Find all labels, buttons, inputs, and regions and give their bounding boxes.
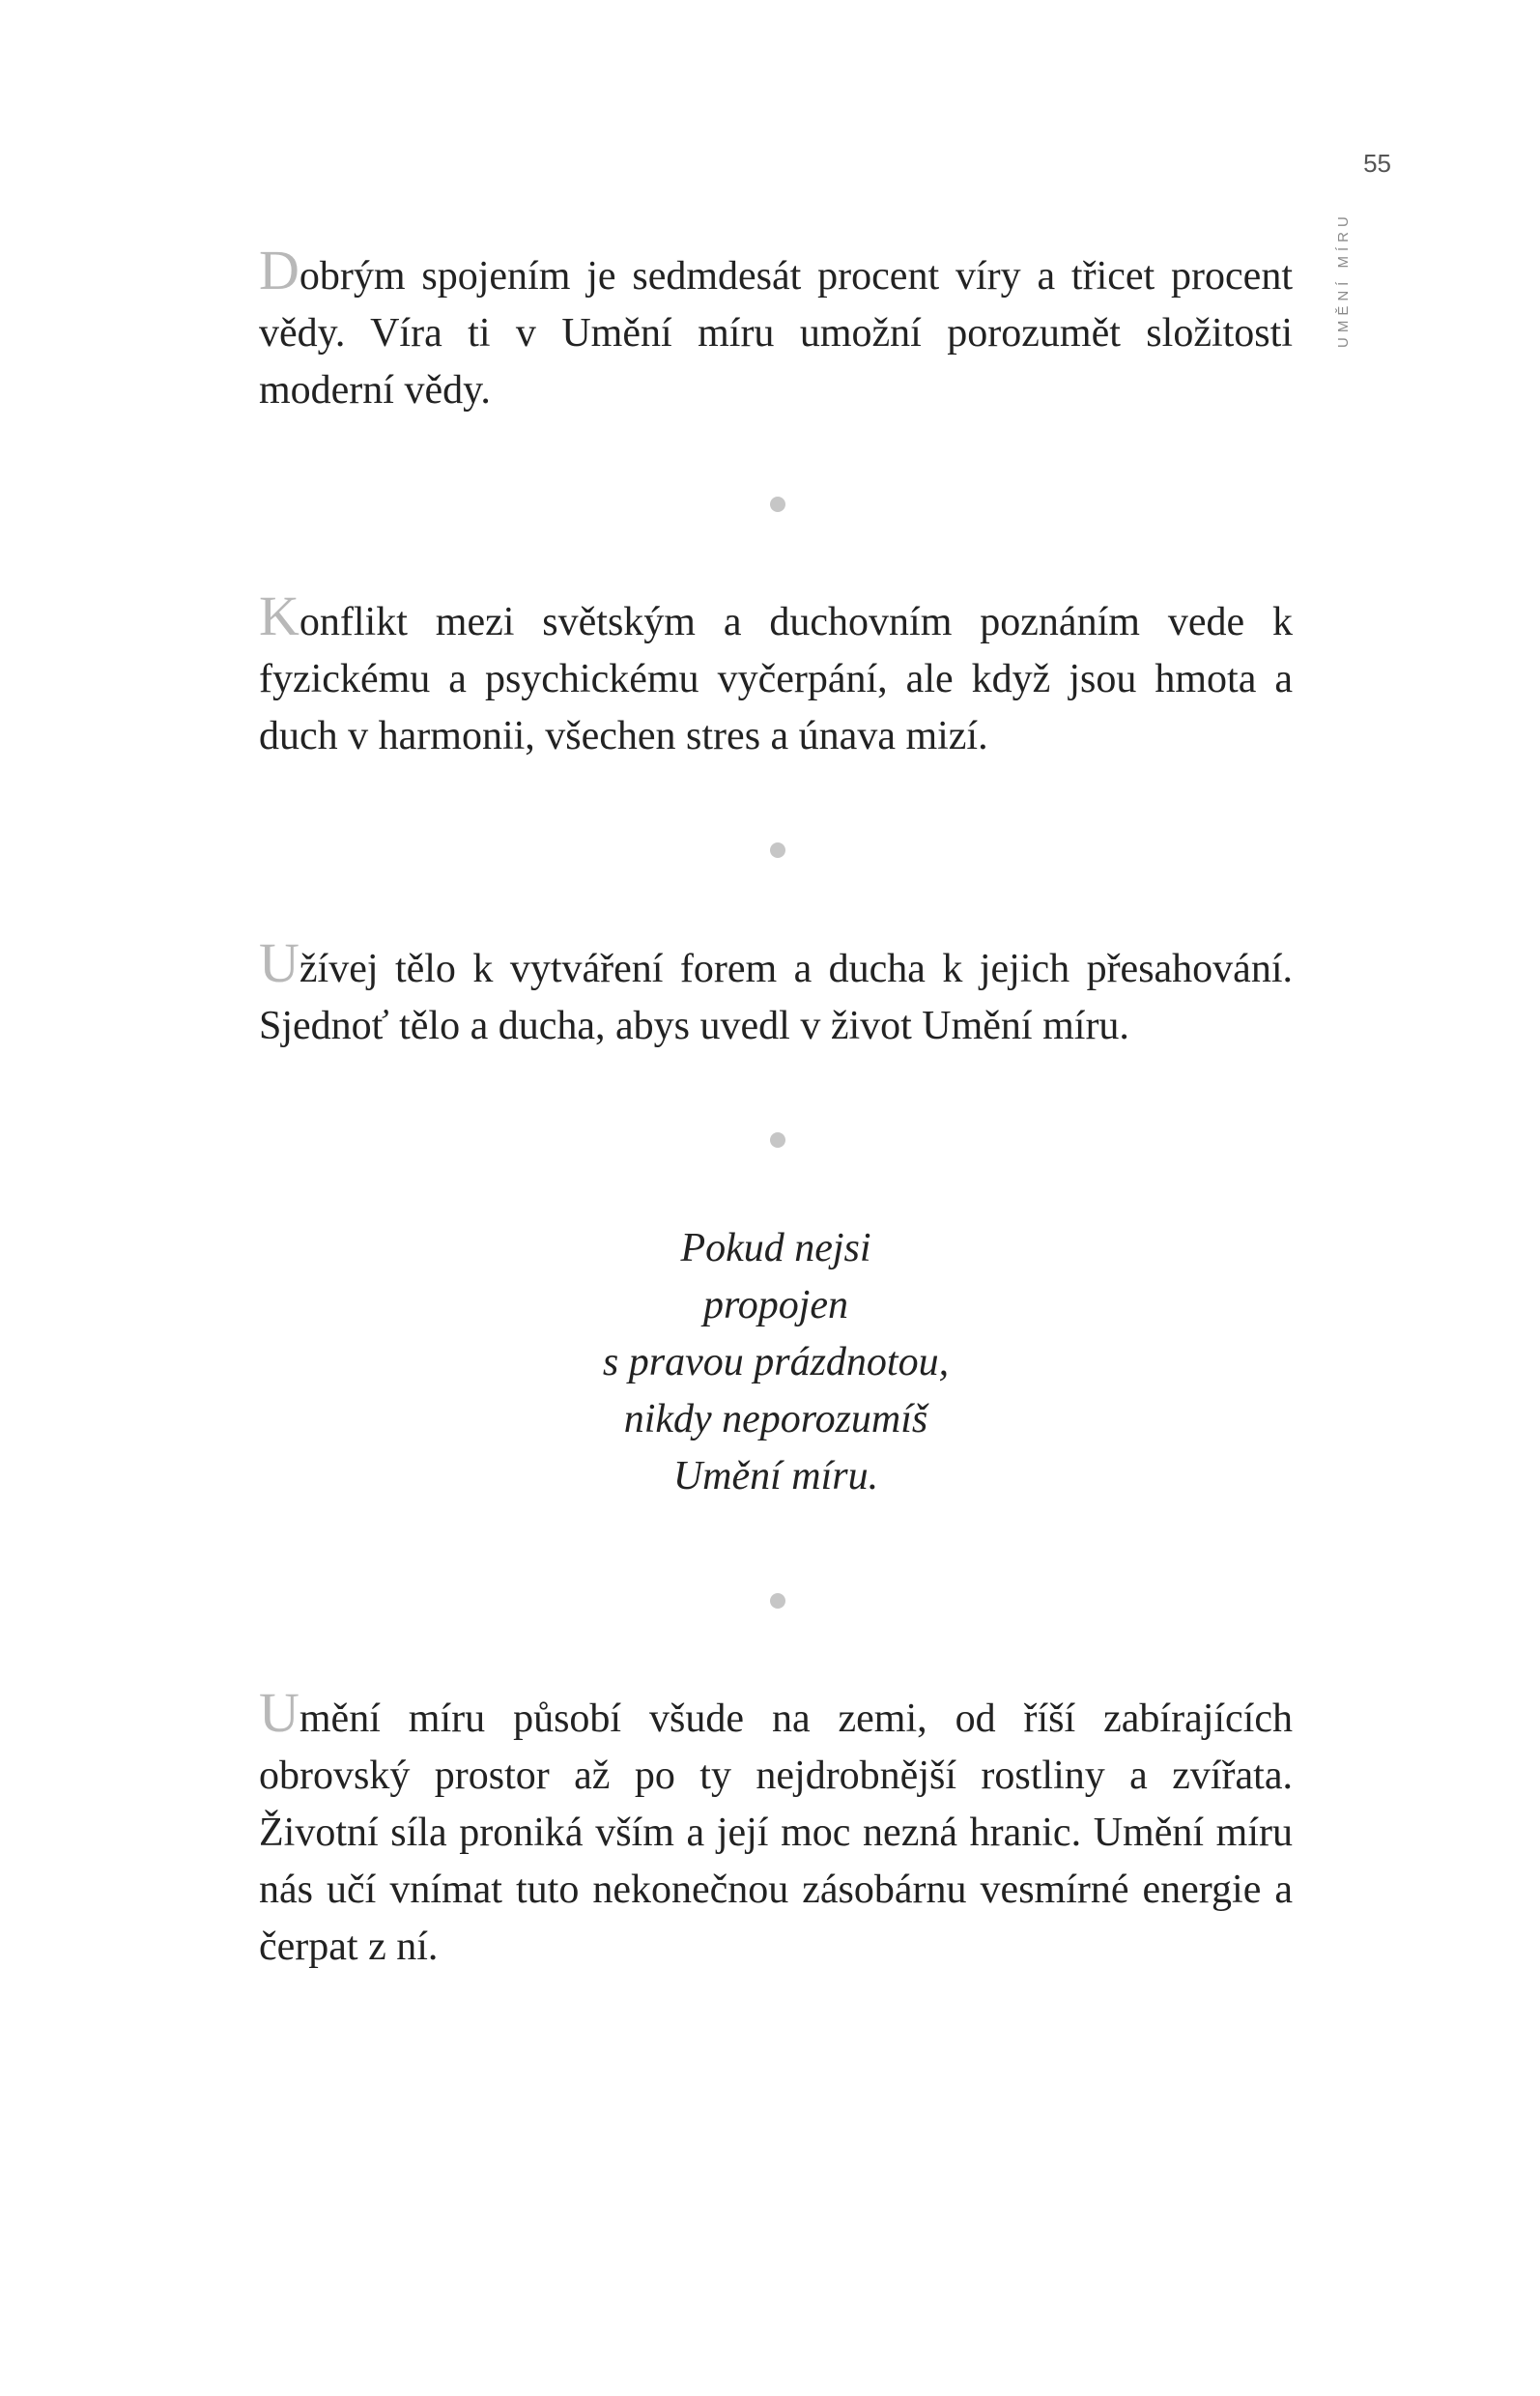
paragraph-text: žívej tělo k vytváření forem a ducha k jejich přesahování. Sjednoť tělo a ducha, abys uvedl v život Umění míru. bbox=[259, 947, 1293, 1048]
paragraph-text: onflikt mezi světským a duchovním poznáním vede k fyzickému a psychickému vyčerpání, ale když jsou hmota a duch v harmonii, všechen stres a únava mizí. bbox=[259, 600, 1293, 758]
poem-line: s pravou prázdnotou, bbox=[602, 1340, 950, 1384]
drop-cap: D bbox=[259, 239, 299, 301]
separator-dot bbox=[770, 497, 785, 512]
poem-line: propojen bbox=[702, 1283, 849, 1327]
drop-cap: K bbox=[259, 585, 299, 647]
paragraph-3 bbox=[259, 931, 1293, 1055]
separator-dot bbox=[770, 1132, 785, 1148]
page-number: 55 bbox=[1363, 149, 1391, 178]
paragraph-text: obrým spojením je sedmdesát procent víry a třicet procent vědy. Víra ti v Umění míru umožní porozumět složitosti moderní vědy. bbox=[259, 254, 1293, 413]
poem-line: Pokud nejsi bbox=[680, 1226, 871, 1270]
poem-line: nikdy neporozumíš bbox=[623, 1397, 928, 1441]
paragraph-2 bbox=[259, 587, 1293, 765]
paragraph-4 bbox=[259, 1681, 1293, 1976]
running-head: UMĚNÍ MÍRU bbox=[1335, 212, 1352, 348]
poem bbox=[259, 1220, 1293, 1505]
drop-cap: U bbox=[259, 1681, 299, 1744]
poem-line: Umění míru. bbox=[672, 1454, 879, 1498]
separator-dot bbox=[770, 842, 785, 858]
paragraph-1 bbox=[259, 239, 1293, 419]
paragraph-text: mění míru působí všude na zemi, od říší zabírajících obrovský prostor až po ty nejdrobnější rostliny a zvířata. Životní síla proniká vším a její moc nezná hranic. Umění míru nás učí vnímat tuto nekonečnou zásobárnu vesmírné energie a čerpat z ní. bbox=[259, 1697, 1293, 1969]
separator-dot bbox=[770, 1593, 785, 1609]
drop-cap: U bbox=[259, 931, 299, 994]
